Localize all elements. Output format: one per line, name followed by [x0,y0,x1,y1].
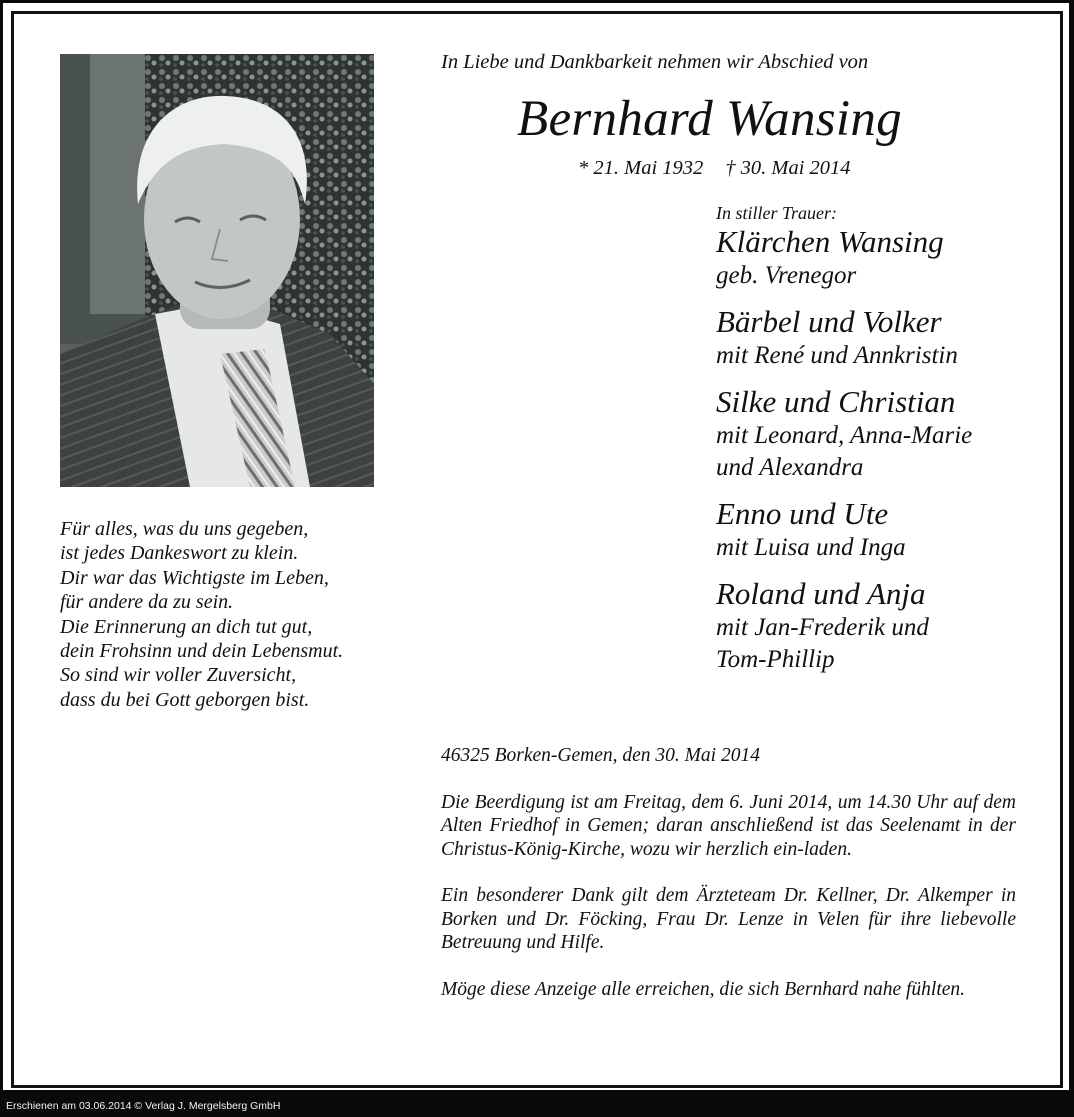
closing-paragraph: Möge diese Anzeige alle erreichen, die sich Bernhard nahe fühlten. [441,978,966,1000]
death-date: † 30. Mai 2014 [725,157,851,179]
mourners-list [716,202,972,676]
poem-line: dein Frohsinn und dein Lebensmut. [60,640,344,663]
portrait-photo-icon [60,54,374,487]
poem-line: Dir war das Wichtigste im Leben, [60,566,329,589]
life-dates [578,157,873,180]
poem-line: dass du bei Gott geborgen bist. [60,688,310,711]
mourner-group [716,496,972,564]
mourner-sub: mit Jan-Frederik und [716,614,929,641]
publication-footer: Erschienen am 03.06.2014 © Verlag J. Mergelsberg GmbH [6,1100,281,1112]
mourner-group [716,384,972,484]
mourner-group [716,224,972,292]
thanks-paragraph: Ein besonderer Dank gilt dem Ärzteteam Dr. Kellner, Dr. Alkemper in Borken und Dr. Föcking, Frau Dr. Lenze in Velen für ihre liebevolle Betreuung und Hilfe. [441,885,1016,953]
mourner-name: Klärchen Wansing [716,224,944,259]
intro-line: In Liebe und Dankbarkeit nehmen wir Abschied von [441,51,869,73]
poem-line: Die Erinnerung an dich tut gut, [60,615,313,638]
mourner-sub: mit Luisa und Inga [716,534,906,561]
details-block [441,744,1016,1024]
poem-line: So sind wir voller Zuversicht, [60,664,297,687]
mourner-group [716,304,972,372]
poem [60,517,343,712]
mourners-lead: In stiller Trauer: [716,203,838,223]
poem-line: ist jedes Dankeswort zu klein. [60,542,299,565]
poem-line: Für alles, was du uns gegeben, [60,518,309,540]
mourner-group [716,576,972,676]
mourner-name: Roland und Anja [716,576,926,611]
mourner-sub: mit Leonard, Anna-Marie [716,422,973,449]
mourner-name: Enno und Ute [716,496,889,531]
portrait-photo [60,54,374,487]
deceased-name: Bernhard Wansing [517,91,902,147]
mourner-sub: geb. Vrenegor [716,262,857,289]
poem-line: für andere da zu sein. [60,591,234,614]
mourner-sub: Tom-Phillip [716,646,835,673]
funeral-info: Die Beerdigung ist am Freitag, dem 6. Juni 2014, um 14.30 Uhr auf dem Alten Friedhof in Gemen; daran anschließend ist das Seelenamt in der Christus-König-Kirche, wozu wir herzlich ein-laden. [441,791,1016,860]
mourner-name: Bärbel und Volker [716,304,942,339]
mourner-sub: mit René und Annkristin [716,342,958,369]
place-date: 46325 Borken-Gemen, den 30. Mai 2014 [441,745,760,766]
mourner-sub: und Alexandra [716,454,864,481]
birth-date: * 21. Mai 1932 [578,157,704,179]
mourner-name: Silke und Christian [716,384,956,419]
